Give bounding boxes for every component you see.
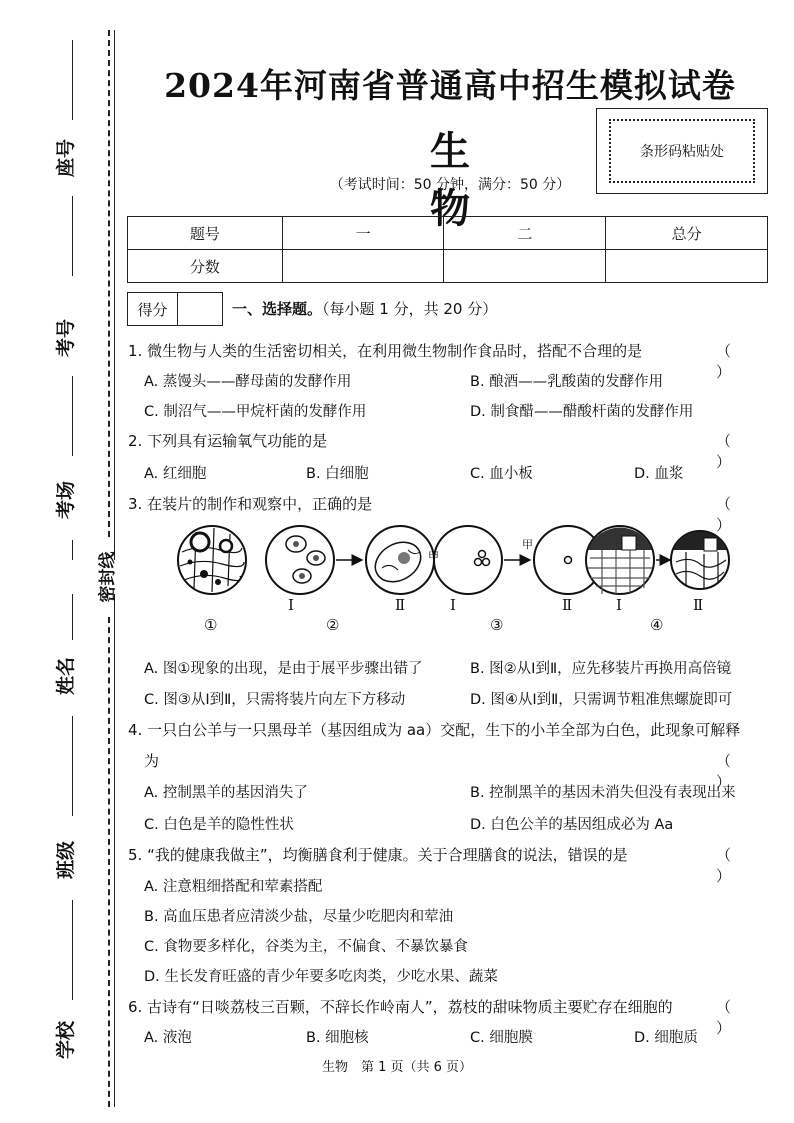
exam-title: 2024年河南省普通高中招生模拟试卷 (164, 66, 736, 105)
figure-3-jia-label-one: 甲 (428, 550, 439, 563)
question-1-answer-blank[interactable]: （ ） (716, 342, 754, 381)
question-5-option-d[interactable]: D. 生长发育旺盛的青少年要多吃肉类，少吃水果、蔬菜 (144, 969, 498, 985)
barcode-area (596, 108, 768, 194)
question-4-stem-continued: 为 (144, 752, 160, 770)
question-3-option-a[interactable]: A. 图①现象的出现，是由于展平步骤出错了 (144, 661, 423, 677)
section-score-box (127, 292, 223, 326)
question-6-option-c[interactable]: C. 细胞膜 (470, 1030, 533, 1046)
exam-number-blank[interactable] (72, 376, 73, 456)
subject-title: 生物 (430, 128, 508, 232)
question-4-option-a[interactable]: A. 控制黑羊的基因消失了 (144, 785, 308, 801)
barcode-label: 条形码粘贴处 (609, 119, 755, 183)
figure-3-jia-label-two: 甲 (522, 538, 533, 551)
seat-number-blank[interactable] (72, 40, 73, 120)
figure-1-cells-with-bubbles (178, 526, 246, 594)
figure-3-stage-two: Ⅱ (562, 596, 573, 614)
binding-dashed-line (108, 30, 110, 537)
class-label: 班级 (54, 841, 77, 880)
question-2-option-c[interactable]: C. 血小板 (470, 466, 533, 482)
question-1-option-a[interactable]: A. 蒸馒头——酵母菌的发酵作用 (144, 374, 352, 390)
question-5-answer-blank[interactable]: （ ） (716, 846, 754, 885)
question-3-option-c[interactable]: C. 图③从Ⅰ到Ⅱ，只需将装片向左下方移动 (144, 692, 406, 708)
table-cell: 二 (444, 217, 606, 250)
question-6-option-b[interactable]: B. 细胞核 (306, 1030, 369, 1046)
question-5-option-c[interactable]: C. 食物要多样化，谷类为主，不偏食、不暴饮暴食 (144, 939, 468, 955)
section-title-text: 一、选择题。 (232, 300, 323, 318)
figure-number-2: ② (326, 616, 340, 634)
seat-number-label: 座号 (54, 139, 77, 178)
figure-number-3: ③ (490, 616, 504, 634)
question-1-option-b[interactable]: B. 酿酒——乳酸菌的发酵作用 (470, 374, 664, 390)
question-2-answer-blank[interactable]: （ ） (716, 432, 754, 471)
seat-number-blank[interactable] (72, 196, 73, 276)
table-cell: 总分 (606, 217, 768, 250)
class-blank[interactable] (72, 900, 73, 1000)
score-cell[interactable] (282, 250, 444, 283)
question-3-option-b[interactable]: B. 图②从Ⅰ到Ⅱ，应先移装片再换用高倍镜 (470, 661, 732, 677)
table-cell: 分数 (128, 250, 283, 283)
question-2-option-a[interactable]: A. 红细胞 (144, 466, 207, 482)
section-score-label: 得分 (128, 293, 178, 325)
question-5-stem: 5. “我的健康我做主”，均衡膳食利于健康。关于合理膳食的说法，错误的是 (128, 846, 628, 864)
figure-2-stage-two: Ⅱ (395, 596, 406, 614)
figure-2-high-power-view (366, 526, 434, 594)
figure-4-a-label-two: A (706, 540, 714, 553)
score-cell[interactable] (444, 250, 606, 283)
table-row (128, 250, 768, 283)
question-1-option-d[interactable]: D. 制食醋——醋酸杆菌的发酵作用 (470, 404, 694, 420)
table-cell: 一 (282, 217, 444, 250)
question-6-stem: 6. 古诗有“日啖荔枝三百颗，不辞长作岭南人”，荔枝的甜味物质主要贮存在细胞的 (128, 998, 673, 1016)
figure-4-a-label-one: A (624, 538, 632, 551)
score-cell[interactable] (606, 250, 768, 283)
question-4-answer-blank[interactable]: （ ） (716, 752, 754, 791)
question-2-option-b[interactable]: B. 白细胞 (306, 466, 369, 482)
question-4-option-d[interactable]: D. 白色公羊的基因组成必为 Aa (470, 817, 674, 833)
figure-2-stage-one: Ⅰ (288, 596, 294, 614)
question-4-option-b[interactable]: B. 控制黑羊的基因未消失但没有表现出来 (470, 785, 736, 801)
figure-number-1: ① (204, 616, 218, 634)
figure-4-stage-one: Ⅰ (616, 596, 622, 614)
figure-3-stage-one: Ⅰ (450, 596, 456, 614)
school-label: 学校 (54, 1021, 77, 1060)
seal-line-label: 密封线 (65, 560, 145, 594)
figure-3-view-one (434, 526, 502, 594)
question-5-option-a[interactable]: A. 注意粗细搭配和荤素搭配 (144, 879, 323, 895)
section-score-field[interactable] (178, 293, 222, 325)
question-6-option-a[interactable]: A. 液泡 (144, 1030, 192, 1046)
name-blank[interactable] (72, 716, 73, 816)
figure-4-blurry-view (586, 526, 654, 594)
exam-room-label: 考场 (54, 481, 77, 520)
table-row (128, 217, 768, 250)
figure-4-stage-two: Ⅱ (693, 596, 704, 614)
question-5-option-b[interactable]: B. 高血压患者应清淡少盐，尽量少吃肥肉和荤油 (144, 909, 454, 925)
exam-number-label: 考号 (54, 319, 77, 358)
question-4-stem: 4. 一只白公羊与一只黑母羊（基因组成为 aa）交配，生下的小羊全部为白色，此现象可解释 (128, 721, 741, 739)
question-3-answer-blank[interactable]: （ ） (716, 495, 754, 534)
binding-dashed-line (108, 617, 110, 1107)
table-cell: 题号 (128, 217, 283, 250)
figure-number-4: ④ (650, 616, 664, 634)
binding-margin (0, 0, 120, 1123)
question-3-stem: 3. 在装片的制作和观察中，正确的是 (128, 495, 373, 513)
name-label: 姓名 (54, 657, 77, 696)
exam-info: （考试时间：50 分钟，满分：50 分） (329, 177, 571, 193)
question-2-stem: 2. 下列具有运输氧气功能的是 (128, 432, 328, 450)
figure-2-low-power-view (266, 526, 334, 594)
question-6-option-d[interactable]: D. 细胞质 (634, 1030, 698, 1046)
question-1-stem: 1. 微生物与人类的生活密切相关，在利用微生物制作食品时，搭配不合理的是 (128, 342, 643, 360)
question-3-option-d[interactable]: D. 图④从Ⅰ到Ⅱ，只需调节粗准焦螺旋即可 (470, 692, 733, 708)
section-title (232, 298, 497, 319)
question-1-option-c[interactable]: C. 制沼气——甲烷杆菌的发酵作用 (144, 404, 367, 420)
score-table (127, 216, 768, 283)
question-4-option-c[interactable]: C. 白色是羊的隐性性状 (144, 817, 294, 833)
page-footer: 生物 第 1 页（共 6 页） (321, 1060, 473, 1075)
question-2-option-d[interactable]: D. 血浆 (634, 466, 684, 482)
question-6-answer-blank[interactable]: （ ） (716, 998, 754, 1037)
section-note: （每小题 1 分，共 20 分） (322, 300, 498, 318)
figure-4-clear-view (671, 531, 729, 589)
